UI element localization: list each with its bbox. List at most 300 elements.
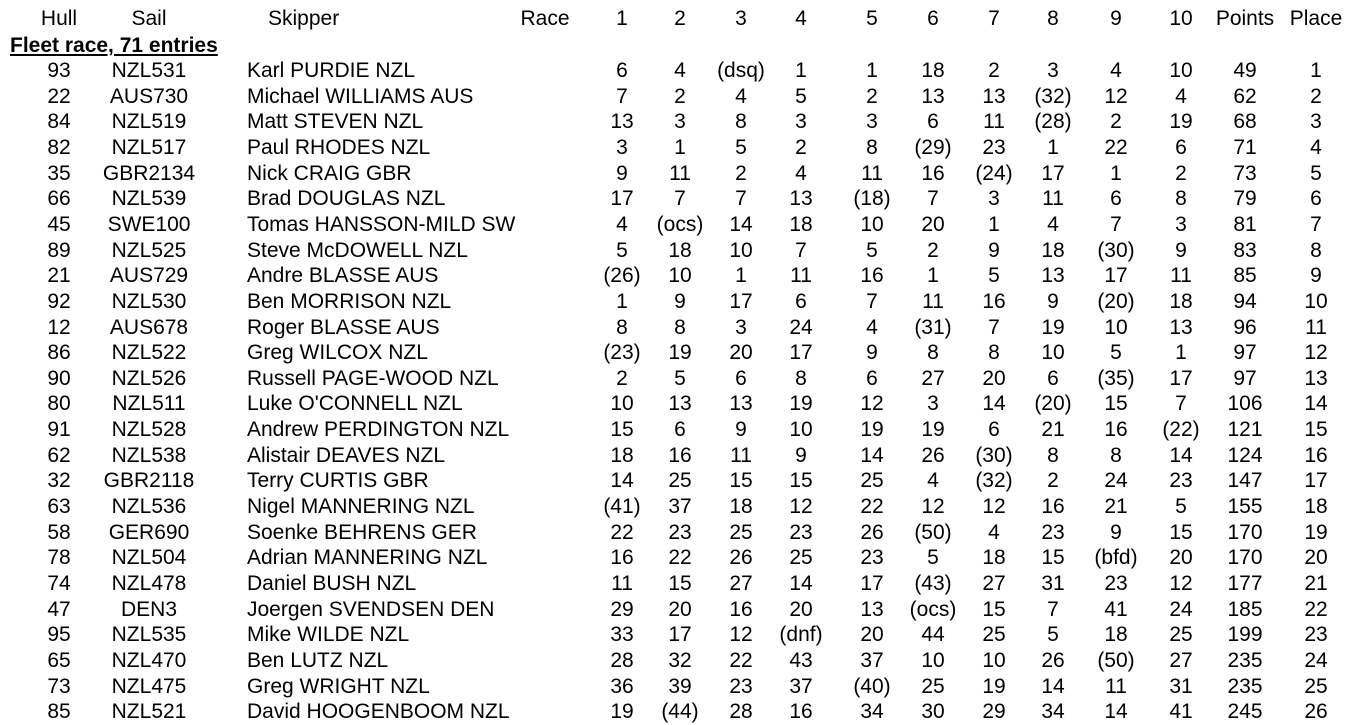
- race-2-cell: 4: [674, 59, 686, 82]
- race-10-cell: 6: [1175, 135, 1187, 159]
- race-10-cell: 8: [1175, 187, 1187, 211]
- table-row: [0, 648, 1350, 674]
- race-3-cell: 18: [729, 495, 753, 518]
- header-race-9: 9: [1110, 7, 1122, 30]
- race-10-cell: 4: [1175, 84, 1187, 108]
- place-cell: 13: [1304, 366, 1328, 390]
- race-9-cell: 18: [1104, 623, 1128, 647]
- race-9-cell: 4: [1110, 59, 1122, 82]
- race-4-cell: 24: [789, 315, 813, 339]
- race-5-cell: 26: [860, 520, 884, 544]
- place-cell: 20: [1304, 546, 1328, 570]
- race-7-cell: 5: [988, 264, 1000, 288]
- race-9-cell: 2: [1110, 110, 1122, 134]
- race-8-cell: 18: [1041, 238, 1065, 262]
- race-10-cell: 7: [1175, 392, 1187, 416]
- place-cell: 3: [1310, 110, 1322, 134]
- header-race-4: 4: [795, 7, 807, 30]
- race-8-cell: 19: [1041, 315, 1065, 339]
- race-4-cell: (dnf): [779, 623, 823, 647]
- race-1-cell: 3: [616, 135, 628, 159]
- place-cell: 21: [1304, 572, 1328, 595]
- race-3-cell: 5: [735, 135, 747, 159]
- race-7-cell: 12: [982, 495, 1006, 518]
- race-5-cell: 2: [866, 84, 878, 108]
- race-8-cell: 5: [1047, 623, 1059, 647]
- race-1-cell: 13: [610, 110, 634, 134]
- header-points: Points: [1215, 7, 1275, 30]
- skipper-cell: Michael WILLIAMS AUS: [247, 84, 474, 108]
- race-9-cell: 15: [1104, 392, 1128, 416]
- race-2-cell: 37: [668, 495, 692, 518]
- place-cell: 23: [1304, 623, 1328, 647]
- table-row: [0, 263, 1350, 289]
- race-8-cell: 1: [1047, 135, 1059, 159]
- race-2-cell: 39: [668, 674, 692, 698]
- points-cell: 199: [1227, 623, 1263, 647]
- skipper-cell: David HOOGENBOOM NZL: [247, 700, 510, 724]
- skipper-cell: Andre BLASSE AUS: [247, 264, 439, 288]
- table-row: [0, 289, 1350, 315]
- race-1-cell: (26): [603, 264, 641, 288]
- race-3-cell: (dsq): [717, 59, 765, 82]
- race-9-cell: 21: [1104, 495, 1128, 518]
- race-2-cell: 17: [668, 623, 692, 647]
- race-2-cell: 7: [674, 187, 686, 211]
- race-1-cell: 11: [611, 572, 633, 595]
- race-4-cell: 13: [789, 187, 813, 211]
- race-4-cell: 14: [789, 572, 813, 595]
- hull-cell: 93: [47, 59, 71, 82]
- skipper-cell: Joergen SVENDSEN DEN: [247, 597, 495, 621]
- points-cell: 49: [1233, 59, 1257, 82]
- hull-cell: 35: [47, 161, 71, 185]
- place-cell: 4: [1310, 135, 1322, 159]
- race-10-cell: 23: [1169, 469, 1193, 493]
- place-cell: 12: [1304, 341, 1328, 365]
- race-2-cell: 5: [674, 366, 686, 390]
- race-5-cell: 14: [860, 443, 884, 467]
- race-6-cell: 20: [921, 212, 945, 236]
- skipper-cell: Matt STEVEN NZL: [247, 110, 424, 134]
- place-cell: 1: [1310, 59, 1322, 82]
- place-cell: 5: [1310, 161, 1322, 185]
- race-2-cell: 1: [674, 135, 686, 159]
- table-row: [0, 84, 1350, 110]
- skipper-cell: Greg WILCOX NZL: [247, 341, 428, 365]
- race-8-cell: (28): [1034, 110, 1072, 134]
- race-2-cell: 3: [674, 110, 686, 134]
- hull-cell: 12: [47, 315, 71, 339]
- race-6-cell: 1: [927, 264, 939, 288]
- place-cell: 19: [1304, 520, 1328, 544]
- points-cell: 62: [1233, 84, 1257, 108]
- points-cell: 96: [1233, 315, 1257, 339]
- race-2-cell: (44): [661, 700, 699, 724]
- table-row: [0, 135, 1350, 161]
- race-5-cell: 20: [860, 623, 884, 647]
- race-5-cell: 37: [860, 648, 884, 672]
- header-hull: Hull: [40, 7, 78, 30]
- race-7-cell: 18: [982, 546, 1006, 570]
- sail-cell: NZL470: [111, 648, 187, 672]
- race-5-cell: 9: [866, 341, 878, 365]
- race-1-cell: 19: [610, 700, 634, 724]
- skipper-cell: Russell PAGE-WOOD NZL: [247, 366, 499, 390]
- skipper-cell: Ben LUTZ NZL: [247, 648, 389, 672]
- race-6-cell: (43): [914, 572, 952, 595]
- race-2-cell: (ocs): [656, 212, 704, 236]
- skipper-cell: Karl PURDIE NZL: [247, 59, 416, 82]
- points-cell: 155: [1227, 495, 1263, 518]
- race-8-cell: 14: [1041, 674, 1065, 698]
- points-cell: 73: [1233, 161, 1257, 185]
- sail-cell: NZL519: [111, 110, 187, 134]
- race-4-cell: 8: [795, 366, 807, 390]
- race-8-cell: 15: [1041, 546, 1065, 570]
- race-3-cell: 20: [729, 341, 753, 365]
- race-4-cell: 37: [789, 674, 813, 698]
- race-3-cell: 15: [729, 469, 753, 493]
- race-10-cell: 17: [1169, 366, 1193, 390]
- hull-cell: 74: [47, 572, 71, 595]
- race-7-cell: (30): [975, 443, 1013, 467]
- race-10-cell: 10: [1169, 59, 1193, 82]
- race-9-cell: (20): [1097, 289, 1135, 313]
- sail-cell: NZL475: [111, 674, 187, 698]
- race-1-cell: 7: [616, 84, 628, 108]
- place-cell: 10: [1304, 289, 1328, 313]
- race-7-cell: 11: [983, 110, 1005, 134]
- hull-cell: 78: [47, 546, 71, 570]
- race-10-cell: 19: [1169, 110, 1193, 134]
- sail-cell: NZL478: [111, 572, 187, 595]
- race-2-cell: 9: [674, 289, 686, 313]
- race-1-cell: 8: [616, 315, 628, 339]
- header-skipper: Skipper: [268, 7, 340, 30]
- header-race-1: 1: [616, 7, 628, 30]
- race-3-cell: 17: [729, 289, 753, 313]
- hull-cell: 66: [47, 187, 71, 211]
- hull-cell: 58: [47, 520, 71, 544]
- table-row: [0, 340, 1350, 366]
- table-row: [0, 699, 1350, 725]
- skipper-cell: Nick CRAIG GBR: [247, 161, 412, 185]
- race-4-cell: 7: [795, 238, 807, 262]
- race-5-cell: 12: [860, 392, 884, 416]
- skipper-cell: Brad DOUGLAS NZL: [247, 187, 446, 211]
- points-cell: 245: [1227, 700, 1263, 724]
- table-row: [0, 571, 1350, 597]
- race-4-cell: 16: [789, 700, 813, 724]
- race-3-cell: 27: [729, 572, 753, 595]
- table-row: [0, 212, 1350, 238]
- sail-cell: NZL539: [111, 187, 187, 211]
- race-6-cell: 5: [927, 546, 939, 570]
- race-4-cell: 2: [795, 135, 807, 159]
- race-3-cell: 10: [729, 238, 753, 262]
- race-8-cell: 7: [1047, 597, 1059, 621]
- race-4-cell: 3: [795, 110, 807, 134]
- race-7-cell: 7: [988, 315, 1000, 339]
- race-3-cell: 1: [735, 264, 747, 288]
- race-10-cell: (22): [1162, 418, 1200, 442]
- race-4-cell: 17: [789, 341, 813, 365]
- hull-cell: 65: [47, 648, 71, 672]
- race-8-cell: 6: [1047, 366, 1059, 390]
- race-8-cell: (32): [1034, 84, 1072, 108]
- race-6-cell: 10: [921, 648, 945, 672]
- race-6-cell: 7: [927, 187, 939, 211]
- sail-cell: NZL535: [111, 623, 187, 647]
- race-3-cell: 2: [735, 161, 747, 185]
- race-9-cell: 12: [1104, 84, 1128, 108]
- race-2-cell: 32: [668, 648, 692, 672]
- column-header-row: [0, 6, 1350, 32]
- race-10-cell: 20: [1169, 546, 1193, 570]
- race-6-cell: (50): [914, 520, 952, 544]
- header-race: Race: [520, 7, 570, 30]
- race-10-cell: 1: [1175, 341, 1187, 365]
- race-8-cell: 17: [1041, 161, 1065, 185]
- points-cell: 170: [1227, 546, 1263, 570]
- race-9-cell: 24: [1104, 469, 1128, 493]
- race-6-cell: 30: [921, 700, 945, 724]
- race-10-cell: 2: [1175, 161, 1187, 185]
- race-6-cell: 12: [921, 495, 945, 518]
- race-7-cell: 4: [988, 520, 1000, 544]
- race-10-cell: 25: [1169, 623, 1193, 647]
- race-6-cell: 6: [927, 110, 939, 134]
- race-7-cell: 8: [988, 341, 1000, 365]
- race-7-cell: 10: [982, 648, 1006, 672]
- points-cell: 235: [1227, 648, 1263, 672]
- race-7-cell: 14: [982, 392, 1006, 416]
- race-8-cell: 2: [1047, 469, 1059, 493]
- place-cell: 26: [1304, 700, 1328, 724]
- race-9-cell: 5: [1110, 341, 1122, 365]
- place-cell: 6: [1310, 187, 1322, 211]
- race-7-cell: 1: [988, 212, 1000, 236]
- race-10-cell: 5: [1175, 495, 1187, 518]
- race-3-cell: 26: [729, 546, 753, 570]
- race-1-cell: 29: [610, 597, 634, 621]
- race-5-cell: 13: [860, 597, 884, 621]
- race-3-cell: 23: [729, 674, 753, 698]
- race-9-cell: 14: [1104, 700, 1128, 724]
- race-10-cell: 15: [1169, 520, 1193, 544]
- table-row: [0, 443, 1350, 469]
- race-7-cell: 16: [982, 289, 1006, 313]
- place-cell: 7: [1310, 212, 1322, 236]
- race-6-cell: (31): [914, 315, 952, 339]
- race-10-cell: 18: [1169, 289, 1193, 313]
- points-cell: 177: [1227, 572, 1263, 595]
- table-row: [0, 109, 1350, 135]
- race-6-cell: 44: [921, 623, 945, 647]
- hull-cell: 91: [47, 418, 71, 442]
- table-row: [0, 161, 1350, 187]
- race-9-cell: 16: [1104, 418, 1128, 442]
- race-3-cell: 25: [729, 520, 753, 544]
- points-cell: 124: [1227, 443, 1263, 467]
- race-5-cell: 16: [860, 264, 884, 288]
- header-race-2: 2: [674, 7, 686, 30]
- place-cell: 25: [1304, 674, 1328, 698]
- sail-cell: AUS729: [109, 264, 189, 288]
- race-4-cell: 19: [789, 392, 813, 416]
- hull-cell: 89: [47, 238, 71, 262]
- sail-cell: AUS678: [109, 315, 189, 339]
- race-5-cell: 34: [860, 700, 884, 724]
- race-6-cell: 4: [927, 469, 939, 493]
- race-1-cell: 16: [610, 546, 634, 570]
- race-5-cell: 19: [860, 418, 884, 442]
- race-4-cell: 15: [789, 469, 813, 493]
- sail-cell: NZL526: [111, 366, 187, 390]
- hull-cell: 80: [47, 392, 71, 416]
- race-6-cell: (ocs): [909, 597, 957, 621]
- race-3-cell: 22: [729, 648, 753, 672]
- skipper-cell: Ben MORRISON NZL: [247, 289, 452, 313]
- race-6-cell: 25: [921, 674, 945, 698]
- race-1-cell: 9: [616, 161, 628, 185]
- table-row: [0, 468, 1350, 494]
- race-4-cell: 1: [795, 59, 807, 82]
- race-9-cell: 23: [1104, 572, 1128, 595]
- table-row: [0, 597, 1350, 623]
- race-3-cell: 7: [735, 187, 747, 211]
- race-6-cell: 11: [922, 289, 944, 313]
- race-7-cell: 3: [988, 187, 1000, 211]
- race-8-cell: 3: [1047, 59, 1059, 82]
- race-2-cell: 8: [674, 315, 686, 339]
- race-10-cell: 24: [1169, 597, 1193, 621]
- race-8-cell: 11: [1042, 187, 1064, 211]
- header-race-10: 10: [1169, 7, 1193, 30]
- race-9-cell: (bfd): [1094, 546, 1138, 570]
- race-7-cell: 29: [982, 700, 1006, 724]
- sail-cell: NZL521: [111, 700, 187, 724]
- sail-cell: GBR2134: [102, 161, 196, 185]
- race-5-cell: 3: [866, 110, 878, 134]
- race-6-cell: 19: [921, 418, 945, 442]
- table-row: [0, 622, 1350, 648]
- header-race-6: 6: [927, 7, 939, 30]
- skipper-cell: Daniel BUSH NZL: [247, 572, 417, 595]
- skipper-cell: Luke O'CONNELL NZL: [247, 392, 463, 416]
- hull-cell: 22: [47, 84, 71, 108]
- race-9-cell: 22: [1104, 135, 1128, 159]
- hull-cell: 47: [47, 597, 71, 621]
- race-3-cell: 12: [729, 623, 753, 647]
- race-3-cell: 8: [735, 110, 747, 134]
- race-6-cell: 26: [921, 443, 945, 467]
- race-2-cell: 18: [668, 238, 692, 262]
- points-cell: 235: [1227, 674, 1263, 698]
- sail-cell: NZL538: [111, 443, 187, 467]
- race-10-cell: 9: [1175, 238, 1187, 262]
- race-10-cell: 3: [1175, 212, 1187, 236]
- race-5-cell: (18): [853, 187, 891, 211]
- points-cell: 85: [1233, 264, 1257, 288]
- race-8-cell: 4: [1047, 212, 1059, 236]
- sail-cell: GBR2118: [103, 469, 195, 493]
- points-cell: 121: [1227, 418, 1263, 442]
- race-7-cell: 25: [982, 623, 1006, 647]
- race-4-cell: 43: [789, 648, 813, 672]
- race-4-cell: 9: [795, 443, 807, 467]
- race-2-cell: 15: [668, 572, 692, 595]
- race-1-cell: 10: [610, 392, 634, 416]
- race-5-cell: 17: [860, 572, 884, 595]
- hull-cell: 82: [47, 135, 71, 159]
- place-cell: 17: [1304, 469, 1328, 493]
- race-2-cell: 2: [674, 84, 686, 108]
- race-8-cell: 13: [1041, 264, 1065, 288]
- race-5-cell: 10: [860, 212, 884, 236]
- race-8-cell: 31: [1041, 572, 1065, 595]
- race-4-cell: 20: [789, 597, 813, 621]
- place-cell: 15: [1304, 418, 1328, 442]
- race-1-cell: 28: [610, 648, 634, 672]
- header-place: Place: [1289, 7, 1343, 30]
- points-cell: 94: [1233, 289, 1257, 313]
- race-1-cell: 18: [610, 443, 634, 467]
- skipper-cell: Adrian MANNERING NZL: [247, 546, 488, 570]
- table-row: [0, 366, 1350, 392]
- table-row: [0, 494, 1350, 520]
- race-6-cell: 3: [927, 392, 939, 416]
- race-5-cell: 4: [866, 315, 878, 339]
- hull-cell: 63: [47, 495, 71, 518]
- place-cell: 8: [1310, 238, 1322, 262]
- points-cell: 79: [1233, 187, 1257, 211]
- race-8-cell: 21: [1041, 418, 1065, 442]
- header-race-7: 7: [988, 7, 1000, 30]
- sail-cell: NZL517: [111, 135, 187, 159]
- race-6-cell: 13: [921, 84, 945, 108]
- race-5-cell: 7: [866, 289, 878, 313]
- place-cell: 14: [1304, 392, 1328, 416]
- hull-cell: 86: [47, 341, 71, 365]
- race-6-cell: 2: [927, 238, 939, 262]
- race-4-cell: 10: [789, 418, 813, 442]
- race-5-cell: 22: [860, 495, 884, 518]
- race-6-cell: 18: [921, 59, 945, 82]
- race-8-cell: 16: [1041, 495, 1065, 518]
- points-cell: 170: [1227, 520, 1263, 544]
- race-1-cell: 33: [610, 623, 634, 647]
- sail-cell: GER690: [108, 520, 190, 544]
- hull-cell: 84: [47, 110, 71, 134]
- race-1-cell: 17: [610, 187, 634, 211]
- sail-cell: SWE100: [107, 212, 191, 236]
- table-row: [0, 520, 1350, 546]
- race-10-cell: 13: [1169, 315, 1193, 339]
- place-cell: 9: [1310, 264, 1322, 288]
- race-1-cell: 5: [616, 238, 628, 262]
- race-1-cell: 22: [610, 520, 634, 544]
- race-4-cell: 4: [795, 161, 807, 185]
- race-1-cell: (41): [603, 495, 641, 518]
- hull-cell: 45: [47, 212, 71, 236]
- race-9-cell: 6: [1110, 187, 1122, 211]
- header-race-5: 5: [866, 7, 878, 30]
- race-5-cell: 11: [861, 161, 883, 185]
- race-3-cell: 4: [735, 84, 747, 108]
- race-8-cell: 34: [1041, 700, 1065, 724]
